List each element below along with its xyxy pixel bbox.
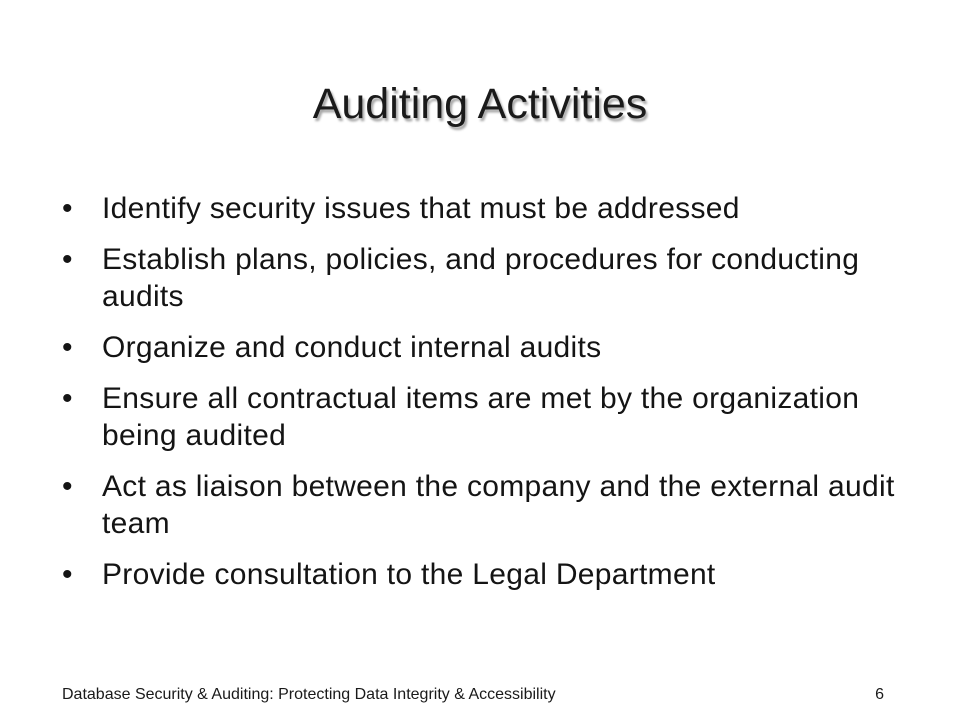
bullet-list [62, 190, 902, 607]
bullet-item [62, 329, 902, 366]
bullet-text: Act as liaison between the company and the external audit team [102, 470, 895, 540]
bullet-icon: • [62, 192, 73, 225]
bullet-item [62, 241, 902, 315]
bullet-text: Organize and conduct internal audits [102, 331, 602, 364]
footer-text: Database Security & Auditing: Protecting Data Integrity & Accessibility [62, 686, 556, 703]
bullet-icon: • [62, 331, 73, 364]
bullet-item [62, 190, 902, 227]
bullet-item [62, 380, 902, 454]
bullet-text: Ensure all contractual items are met by the organization being audited [102, 382, 860, 452]
page-number: 6 [875, 686, 884, 703]
bullet-item [62, 556, 902, 593]
bullet-item [62, 468, 902, 542]
bullet-icon: • [62, 558, 73, 591]
slide-title: Auditing Activities [312, 80, 648, 128]
bullet-text: Establish plans, policies, and procedures for conducting audits [102, 243, 860, 313]
bullet-icon: • [62, 382, 73, 415]
bullet-icon: • [62, 470, 73, 503]
bullet-text: Identify security issues that must be addressed [102, 192, 740, 225]
bullet-icon: • [62, 243, 73, 276]
bullet-text: Provide consultation to the Legal Department [102, 558, 716, 591]
